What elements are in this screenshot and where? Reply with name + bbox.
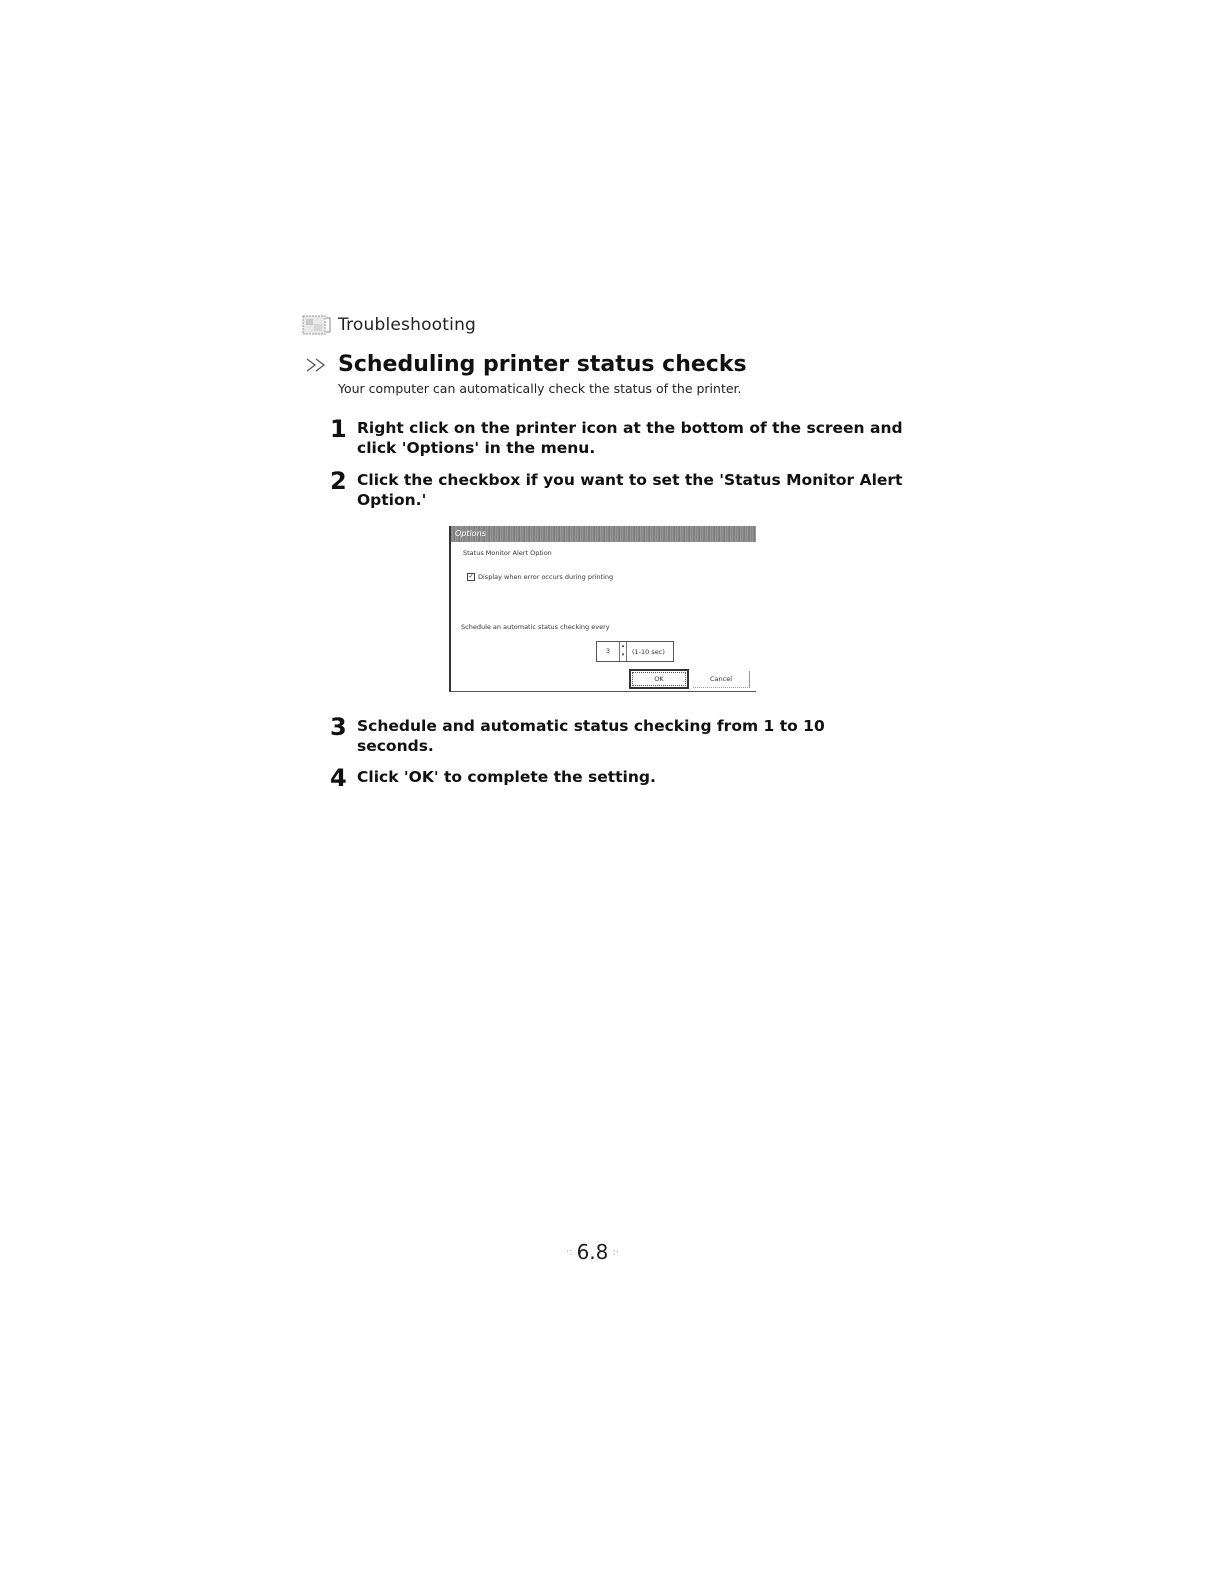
right-ornament-icon: :·: [612, 1246, 619, 1258]
step-number: 2: [330, 467, 347, 495]
section-header: [302, 314, 476, 336]
dialog-group-label: Status Monitor Alert Option: [463, 549, 552, 557]
left-ornament-icon: ·:: [566, 1246, 573, 1258]
interval-unit: (1-10 sec): [632, 647, 665, 656]
step-text: Right click on the printer icon at the bottom of the screen and click 'Options' in the menu.: [357, 419, 903, 457]
step-2: [330, 467, 917, 510]
alert-checkbox-row[interactable]: [467, 573, 613, 581]
schedule-label: Schedule an automatic status checking every: [461, 623, 610, 631]
ok-button[interactable]: OK: [629, 669, 689, 689]
stepper-arrows-icon[interactable]: ▴ ▾: [620, 642, 627, 661]
page-subtitle: Your computer can automatically check the status of the printer.: [338, 381, 742, 396]
double-chevron-right-icon: [304, 353, 332, 377]
troubleshooting-icon: [302, 314, 332, 336]
dialog-title: Options: [451, 526, 756, 542]
section-title: Troubleshooting: [338, 315, 477, 335]
heading-row: [304, 352, 747, 377]
step-text: Click the checkbox if you want to set the 'Status Monitor Alert Option.': [357, 471, 903, 509]
page-number: [566, 1240, 619, 1264]
interval-value[interactable]: 3: [597, 642, 620, 661]
cancel-button[interactable]: Cancel: [693, 671, 750, 688]
step-number: 1: [330, 415, 347, 443]
interval-stepper[interactable]: [596, 641, 674, 662]
step-1: [330, 415, 917, 458]
alert-checkbox-label: Display when error occurs during printing: [478, 573, 614, 581]
step-text: Click 'OK' to complete the setting.: [357, 768, 656, 786]
step-number: 4: [330, 764, 347, 792]
page-title: Scheduling printer status checks: [338, 352, 747, 377]
options-dialog: [449, 526, 756, 692]
alert-checkbox[interactable]: ✓: [468, 573, 474, 580]
step-4: [330, 764, 917, 792]
page-number-value: 6.8: [576, 1240, 609, 1264]
step-number: 3: [330, 713, 347, 741]
step-3: [330, 713, 857, 756]
step-text: Schedule and automatic status checking from 1 to 10 seconds.: [357, 717, 825, 755]
